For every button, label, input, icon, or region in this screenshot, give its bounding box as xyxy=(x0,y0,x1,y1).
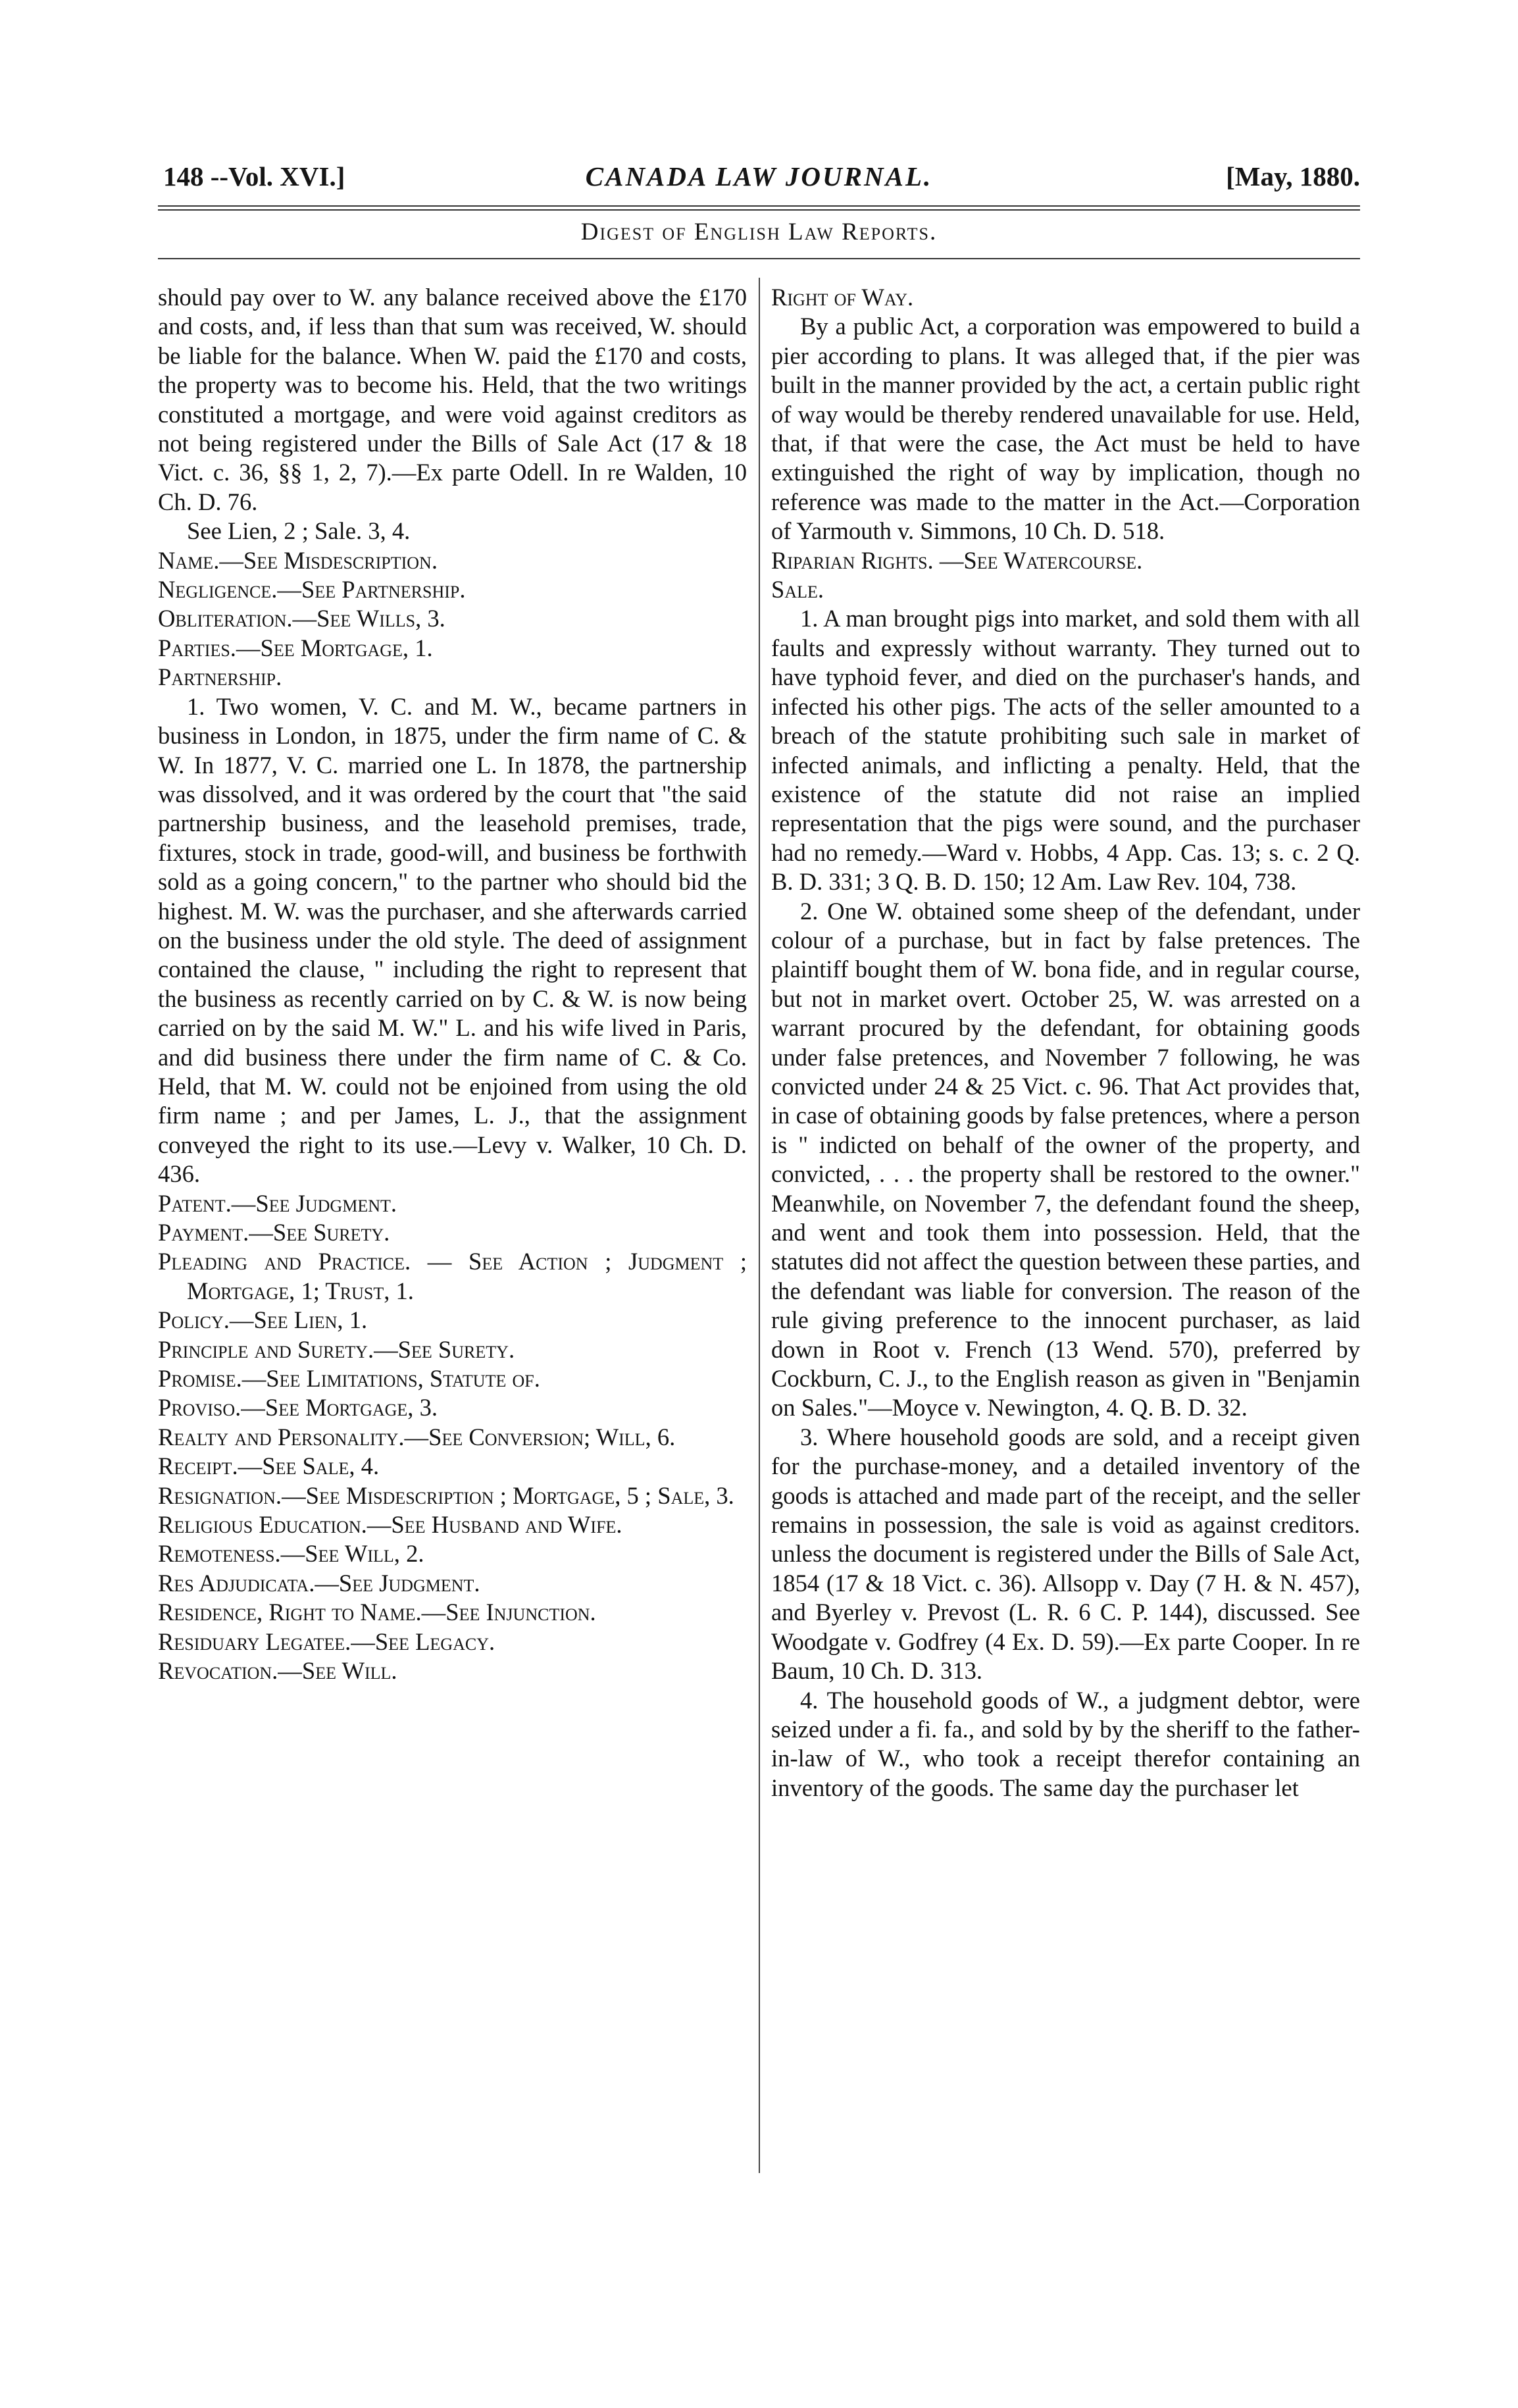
section-title: Digest of English Law Reports. xyxy=(580,218,938,245)
entry-principle: Principle and Surety.—See Surety. xyxy=(158,1335,515,1363)
entry-parties: Parties.—See Mortgage, 1. xyxy=(158,634,433,661)
entry-religious-education: Religious Education.—See Husband and Wife. xyxy=(158,1511,622,1539)
entry-negligence: Negligence.—See Partnership. xyxy=(158,576,466,603)
left-column xyxy=(158,283,747,1686)
page-number-volume: 148 --Vol. XVI.] xyxy=(163,161,345,192)
entry-residence: Residence, Right to Name.—See Injunction. xyxy=(158,1599,596,1626)
entry-proviso: Proviso.—See Mortgage, 3. xyxy=(158,1394,438,1422)
right-of-way-paragraph: By a public Act, a corporation was empowered to build a pier according to plans. It was alleged that, if the pier was built in the manner provided by the act, a certain public right of way would be thereby rendered unavailable for use. Held, that, if that were the case, the Act must be held to have extinguished the right of way by implication, though no reference was made to the matter in the Act.—Corporation of Yarmouth v. Simmons, 10 Ch. D. 518. xyxy=(771,313,1360,545)
journal-title: CANADA LAW JOURNAL. xyxy=(585,161,933,192)
entry-pleading: Pleading and Practice. — See Action ; Judgment ; Mortgage, 1; Trust, 1. xyxy=(158,1248,747,1304)
right-column xyxy=(771,283,1360,1803)
entry-residuary-legatee: Residuary Legatee.—See Legacy. xyxy=(158,1627,495,1655)
entry-receipt: Receipt.—See Sale, 4. xyxy=(158,1452,380,1480)
entry-revocation: Revocation.—See Will. xyxy=(158,1657,397,1685)
column-divider xyxy=(759,278,760,2173)
heading-sale: Sale. xyxy=(771,576,824,603)
partnership-paragraph: 1. Two women, V. C. and M. W., became partners in business in London, in 1875, under the firm name of C. & W. In 1877, V. C. married one L. In 1878, the partnership was dissolved, and it was ordered by the court that "the said partnership business, and the leasehold premises, trade, fixtures, stock in trade, good-will, and business be forthwith sold as a going concern," to the partner who should bid the highest. M. W. was the purchaser, and she afterwards carried on the business under the old style. The deed of assignment contained the clause, " including the right to represent that the business as recently carried on by C. & W. is now being carried on by the said M. W." L. and his wife lived in Paris, and did business there under the firm name of C. & Co. Held, that M. W. could not be enjoined from using the old firm name ; and per James, L. J., that the assignment conveyed the right to its use.—Levy v. Walker, 10 Ch. D. 436. xyxy=(158,692,747,1188)
heading-partnership: Partnership. xyxy=(158,663,282,691)
paragraph-continued: should pay over to W. any balance received above the £170 and costs, and, if less than that sum was received, W. should be liable for the balance. When W. paid the £170 and costs, the property was to become his. Held, that the two writings constituted a mortgage, and were void against creditors as not being registered under the Bills of Sale Act (17 & 18 Vict. c. 36, §§ 1, 2, 7).—Ex parte Odell. In re Walden, 10 Ch. D. 76. xyxy=(158,284,747,515)
entry-res-adjudicata: Res Adjudicata.—See Judgment. xyxy=(158,1569,480,1597)
entry-policy: Policy.—See Lien, 1. xyxy=(158,1306,368,1334)
entry-promise: Promise.—See Limitations, Statute of. xyxy=(158,1365,540,1393)
entry-payment: Payment.—See Surety. xyxy=(158,1219,390,1246)
entry-riparian-rights: Riparian Rights. —See Watercourse. xyxy=(771,546,1143,574)
running-header xyxy=(158,163,1360,209)
heading-right-of-way: Right of Way. xyxy=(771,284,914,311)
sale-paragraph-1: 1. A man brought pigs into market, and sold them with all faults and expressly without warranty. They turned out to have typhoid fever, and died on the purchaser's hands, and infected his other pigs. The acts of the seller amounted to a breach of the statute prohibiting such sale in market of infected animals, and inflicting a penalty. Held, that the existence of the statute did not raise an implied representation that the pigs were sound, and the purchaser had no remedy.—Ward v. Hobbs, 4 App. Cas. 13; s. c. 2 Q. B. D. 331; 3 Q. B. D. 150; 12 Am. Law Rev. 104, 738. xyxy=(771,605,1360,896)
sale-paragraph-4: 4. The household goods of W., a judgment debtor, were seized under a fi. fa., and sold by by the sheriff to the father-in-law of W., who took a receipt therefor containing an inventory of the goods. The same day the purchaser let xyxy=(771,1686,1360,1801)
sale-paragraph-3: 3. Where household goods are sold, and a receipt given for the purchase-money, and a detailed inventory of the goods is attached and made part of the receipt, and the seller remains in possession, the sale is void as against creditors. unless the document is registered under the Bills of Sale Act, 1854 (17 & 18 Vict. c. 36). Allsopp v. Day (7 H. & N. 457), and Byerley v. Prevost (L. R. 6 C. P. 144), discussed. See Woodgate v. Godfrey (4 Ex. D. 59).—Ex parte Cooper. In re Baum, 10 Ch. D. 313. xyxy=(771,1423,1360,1685)
issue-date: [May, 1880. xyxy=(1226,161,1360,192)
see-also-lien: See Lien, 2 ; Sale. 3, 4. xyxy=(187,517,411,545)
entry-realty: Realty and Personality.—See Conversion; Will, 6. xyxy=(158,1423,676,1450)
entry-remoteness: Remoteness.—See Will, 2. xyxy=(158,1540,424,1568)
entry-name: Name.—See Misdescription. xyxy=(158,546,438,574)
entry-obliteration: Obliteration.—See Wills, 3. xyxy=(158,605,445,632)
header-rule xyxy=(158,205,1360,211)
sale-paragraph-2: 2. One W. obtained some sheep of the defendant, under colour of a purchase, but in fact by false pretences. The plaintiff bought them of W. bona fide, and in regular course, but not in market overt. October 25, W. was arrested on a warrant procured by the defendant, for obtaining goods under false pretences, and November 7 following, he was convicted under 24 & 25 Vict. c. 96. That Act provides that, in case of obtaining goods by false pretences, where a person is " indicted on behalf of the owner of the property, and convicted, . . . the property shall be restored to the owner." Meanwhile, on November 7, the defendant found the sheep, and went and took them into possession. Held, that the statutes did not affect the question between these parties, and the defendant was liable for conversion. The reason of the rule giving preference to the innocent purchaser, as laid down in Root v. French (13 Wend. 570), preferred by Cockburn, C. J., to the English reason as given in "Benjamin on Sales."—Moyce v. Newington, 4. Q. B. D. 32. xyxy=(771,897,1360,1422)
entry-resignation: Resignation.—See Misdescription ; Mortgage, 5 ; Sale, 3. xyxy=(158,1481,734,1509)
section-rule xyxy=(158,258,1360,259)
entry-patent: Patent.—See Judgment. xyxy=(158,1189,397,1217)
